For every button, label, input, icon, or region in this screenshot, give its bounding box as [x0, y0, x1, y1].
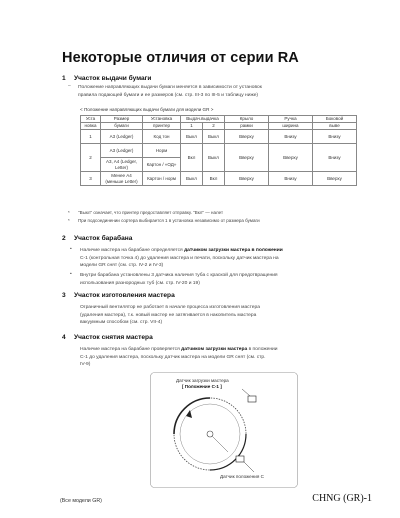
master-wrap — [174, 398, 210, 434]
figure-label-position: [ Положение C-1 ] — [182, 384, 222, 389]
section-2-heading: 2 Участок барабана — [62, 235, 133, 242]
drum-sensor-figure — [150, 372, 298, 488]
section-3-heading: 3 Участок изготовления мастера — [62, 292, 175, 299]
guide-position-table — [80, 115, 357, 186]
figure-frame — [151, 373, 298, 488]
table-note-1: "Выкл" означает, что принтер предоставляет отправку. "Вкл" — налет — [78, 210, 224, 215]
figure-label-position-sensor: Датчик положения C — [220, 474, 264, 479]
sensor-leader-line — [242, 389, 250, 396]
table-row: 3 Менее A4 (меньше Letter) Картон / норм Выкл Вкл Вверху Внизу Вверху — [81, 172, 357, 186]
drum-spoke — [210, 434, 228, 452]
table-header-row: новка бумаги принтер 1 2 рамки ширина выве — [81, 123, 357, 130]
figure-label-sensor: Датчик загрузки мастера — [176, 378, 229, 383]
rotation-arrow-icon — [186, 410, 192, 418]
section-1-heading: 1 Участок выдачи бумаги — [62, 75, 152, 82]
table-row: 2 A3 (Ledger) Норм Вкл Выкл Вверху Вверху Внизу — [81, 144, 357, 158]
position-sensor-icon — [236, 456, 244, 462]
page-number: CHNG (GR)-1 — [312, 493, 372, 504]
table-header-row: Уста Размер Установка Выдач.выдачка Крыло Ручка Боковой — [81, 116, 357, 123]
section-4-paragraph: Наличие мастера на барабане проверяется датчиком загрузки мастера в положении С-1 до удаления мастера, поскольку датчик мастера на модели GR снят (см. стр. IV-9) — [80, 347, 278, 368]
drum-diagram — [150, 372, 298, 488]
sensor-icon — [248, 396, 256, 402]
bullet-mark: • — [70, 247, 72, 252]
footer-models: (Все модели GR) — [60, 498, 102, 504]
table-note-2: При подсоединении сортера выбирается 1 в установка независимо от размера бумаги — [78, 218, 260, 223]
section-4-heading: 4 Участок снятия мастера — [62, 334, 153, 341]
page-title: Некоторые отличия от серии RA — [62, 50, 299, 66]
section-3-paragraph: Ограничный вентилятор не работает в начале процесса изготовления мастера (удаления мастера), т.к. новый мастер не затягивается в накопитель мастера вакуумным способом (см. стр. VII-4) — [80, 305, 260, 326]
bullet-mark: • — [70, 272, 72, 277]
position-leader-line — [244, 462, 254, 472]
drum-axle — [207, 431, 213, 437]
section-2-bullet-1: Наличие мастера на барабане определяется датчиком загрузки мастера в положении С-1 (контрольная точка 4) до удаления мастера и печати, поскольку датчик мастера на модели GR снят (см. стр. IV-2 и IV-3) — [80, 248, 283, 269]
asterisk-mark: * — [68, 218, 70, 223]
section-1-paragraph: Положение направляющих выдачи бумаги меняется в зависимости от установок правила подающей бумаги и ее размеров (см. стр. III-3 по III-5 и таблицу ниже) — [78, 85, 262, 98]
asterisk-mark: * — [68, 210, 70, 215]
table-row: A3, A4 (Ledger, Letter) Картон / «ОД» — [81, 158, 357, 172]
dash-bullet: – — [68, 84, 71, 89]
section-2-bullet-2: Внутри барабана установлены 3 датчика наличия туба с краской для предотвращения использования разнородных туб (см. стр. IV-20 и 19) — [80, 273, 278, 286]
table-row: 1 A3 (Ledger) Код тон Выкл Выкл Вверху Внизу Внизу — [81, 130, 357, 144]
table-caption: < Положение направляющих выдачи бумаги для модели GR > — [80, 107, 214, 112]
